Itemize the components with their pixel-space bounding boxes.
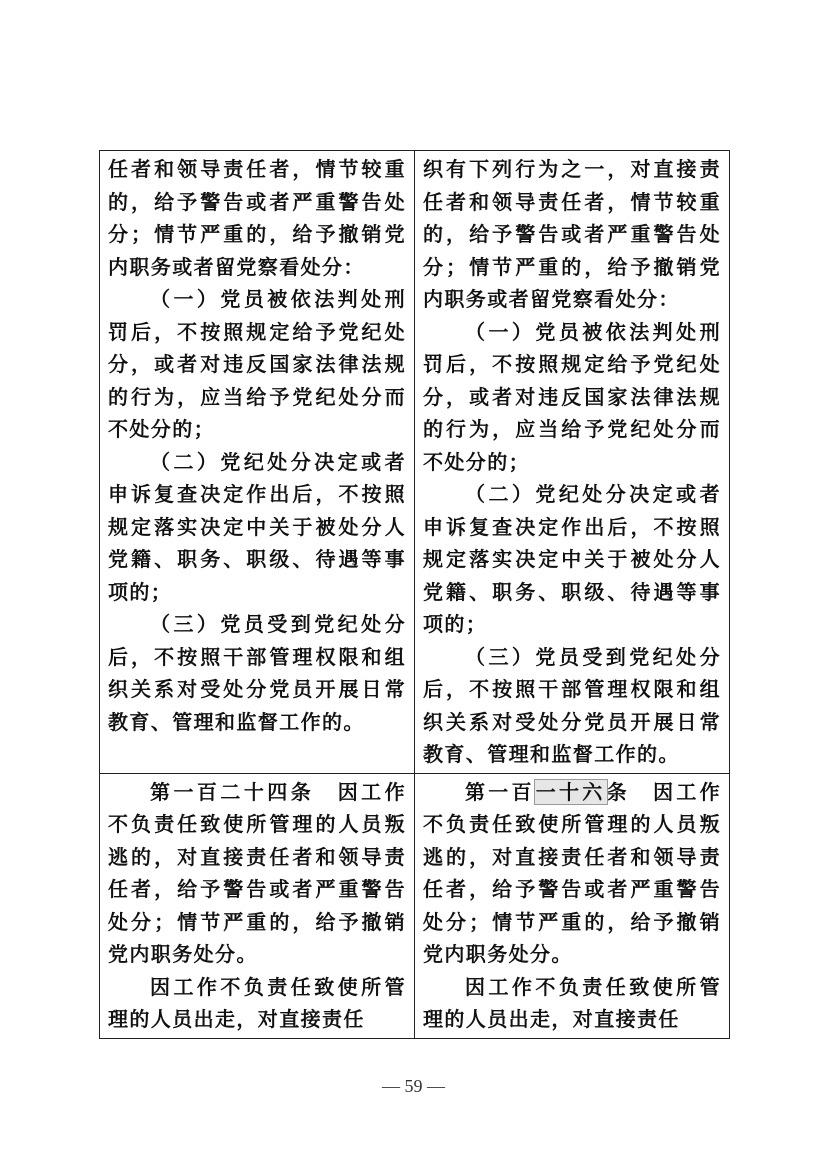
left-article-prefix: 第一百 <box>150 779 221 804</box>
left-article-suffix: 条 <box>290 779 315 804</box>
left-row1-intro: 任者和领导责任者，情节较重的，给予警告或者严重警告处分；情节严重的，给予撤销党内职务或者留党察看处分： <box>108 157 406 279</box>
right-article-body: 因工作不负责任致使所管理的人员叛逃的，对直接责任者和领导责任者，给予警告或者严重警告处分；情节严重的，给予撤销党内职务处分。 <box>423 779 722 966</box>
comparison-table <box>99 150 730 1039</box>
right-row1-item-3: （三）党员受到党纪处分后，不按照干部管理权限和组织关系对受处分党员开展日常教育、管理和监督工作的。 <box>423 644 721 766</box>
right-row1-intro: 织有下列行为之一，对直接责任者和领导责任者，情节较重的，给予警告或者严重警告处分；情节严重的，给予撤销党内职务或者留党察看处分： <box>423 157 721 311</box>
left-row1-item-1: （一）党员被依法判处刑罚后，不按照规定给予党纪处分，或者对违反国家法律法规的行为，应当给予党纪处分而不处分的； <box>108 287 406 441</box>
left-article-body: 因工作不负责任致使所管理的人员叛逃的，对直接责任者和领导责任者，给予警告或者严重警告处分；情节严重的，给予撤销党内职务处分。 <box>108 779 407 966</box>
right-cell-row2 <box>415 773 730 1038</box>
right-article-number-highlight: 一十六 <box>535 779 606 804</box>
left-cell-row1 <box>100 151 415 774</box>
right-row2-para2: 因工作不负责任致使所管理的人员出走，对直接责任 <box>423 974 721 1031</box>
page-number: — 59 — <box>382 1076 445 1096</box>
left-article-number: 二十四 <box>220 779 291 804</box>
right-row1-item-1: （一）党员被依法判处刑罚后，不按照规定给予党纪处分，或者对违反国家法律法规的行为，应当给予党纪处分而不处分的； <box>423 319 721 474</box>
right-article-paragraph <box>423 776 721 971</box>
left-article-paragraph <box>108 776 406 971</box>
table-row <box>100 773 730 1038</box>
right-cell-row1 <box>415 151 730 774</box>
left-row1-item-3: （三）党员受到党纪处分后，不按照干部管理权限和组织关系对受处分党员开展日常教育、管理和监督工作的。 <box>108 612 406 734</box>
right-row1-item-2: （二）党纪处分决定或者申诉复查决定作出后，不按照规定落实决定中关于被处分人党籍、职务、职级、待遇等事项的； <box>423 482 721 636</box>
table-row <box>100 151 730 774</box>
right-article-suffix: 条 <box>606 779 630 804</box>
right-article-prefix: 第一百 <box>465 779 535 804</box>
left-cell-row2 <box>100 773 415 1038</box>
left-row1-item-2: （二）党纪处分决定或者申诉复查决定作出后，不按照规定落实决定中关于被处分人党籍、职务、职级、待遇等事项的； <box>108 449 406 604</box>
left-row2-para2: 因工作不负责任致使所管理的人员出走，对直接责任 <box>108 974 406 1031</box>
